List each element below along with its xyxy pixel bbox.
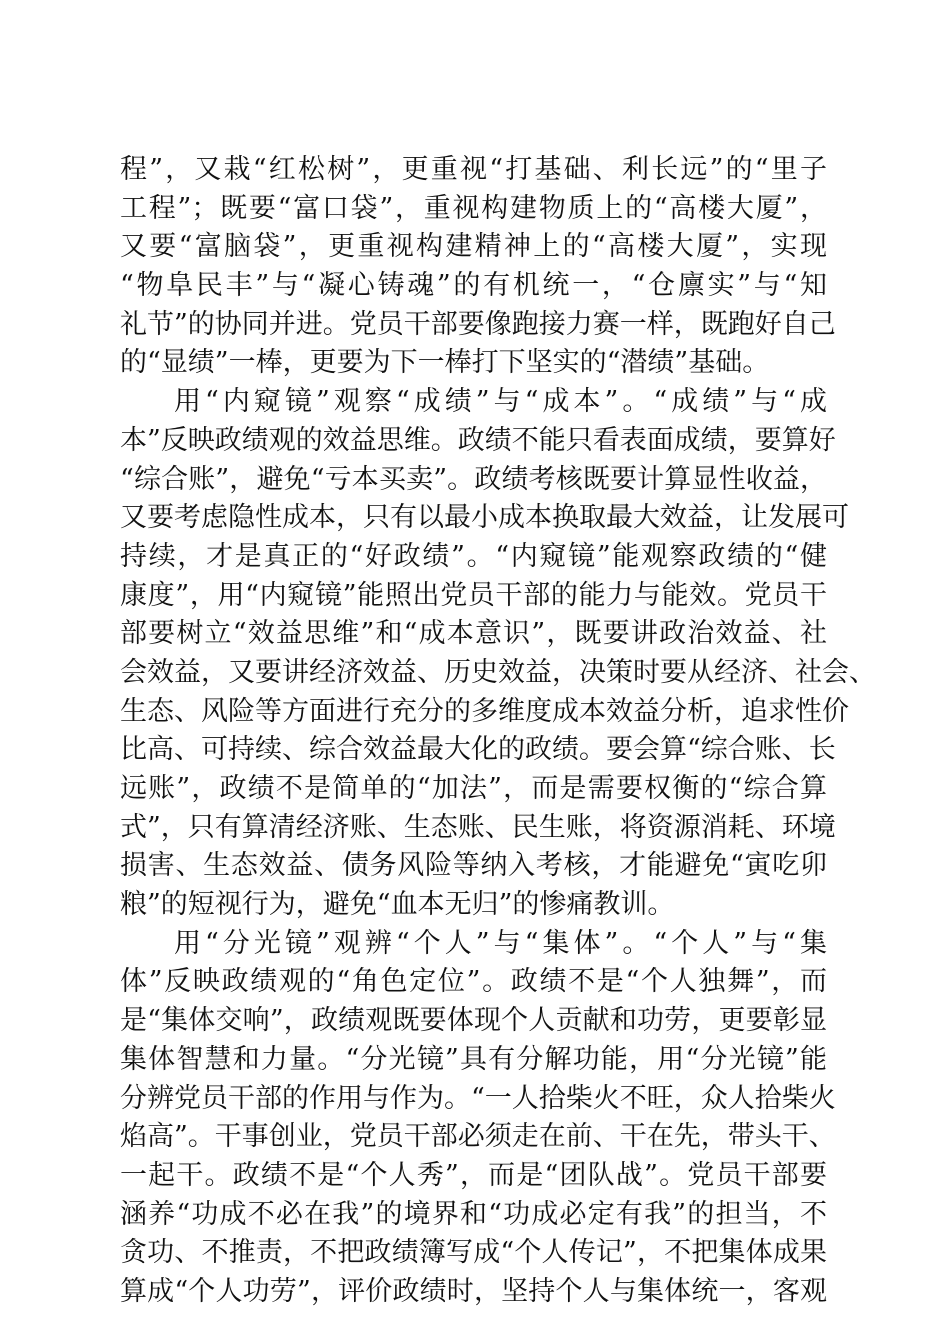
text-line: 焰高”。干事创业，党员干部必须走在前、干在先，带头干、 [120, 1121, 836, 1153]
text-line: 持续，才是真正的“好政绩”。“内窥镜”能观察政绩的“健 [120, 540, 827, 572]
text-line: 本”反映政绩观的效益思维。政绩不能只看表面成绩，要算好 [120, 424, 836, 456]
text-line: 贪功、不推责，不把政绩簿写成“个人传记”，不把集体成果 [120, 1237, 827, 1269]
text-line: 粮”的短视行为，避免“血本无归”的惨痛教训。 [120, 889, 675, 921]
text-line: 的“显绩”一棒，更要为下一棒打下坚实的“潜绩”基础。 [120, 347, 770, 379]
text-line: 损害、生态效益、债务风险等纳入考核，才能避免“寅吃卯 [120, 850, 827, 882]
text-line: 分辨党员干部的作用与作为。“一人拾柴火不旺，众人拾柴火 [120, 1082, 836, 1114]
paragraph-heading-line: 用“分光镜”观辨“个人”与“集体”。“个人”与“集 [174, 927, 827, 959]
text-line: 会效益，又要讲经济效益、历史效益，决策时要从经济、社会、 [120, 656, 876, 688]
paragraph-heading-line: 用“内窥镜”观察“成绩”与“成本”。“成绩”与“成 [174, 386, 827, 418]
text-line: 部要树立“效益思维”和“成本意识”，既要讲政治效益、社 [120, 618, 827, 650]
text-line: 远账”，政绩不是简单的“加法”，而是需要权衡的“综合算 [120, 773, 827, 804]
text-line: 算成“个人功劳”，评价政绩时，坚持个人与集体统一，客观 [120, 1275, 827, 1307]
text-line: 涵养“功成不必在我”的境界和“功成必定有我”的担当，不 [120, 1198, 827, 1230]
text-line: 程”，又栽“红松树”，更重视“打基础、利长远”的“里子 [120, 154, 827, 185]
text-line: 又要考虑隐性成本，只有以最小成本换取最大效益，让发展可 [120, 502, 849, 534]
text-line: 礼节”的协同并进。党员干部要像跑接力赛一样，既跑好自己 [120, 308, 836, 340]
text-line: 比高、可持续、综合效益最大化的政绩。要会算“综合账、长 [120, 734, 836, 766]
text-line: 生态、风险等方面进行充分的多维度成本效益分析，追求性价 [120, 695, 849, 727]
text-line: 又要“富脑袋”，更重视构建精神上的“高楼大厦”，实现 [120, 231, 827, 263]
text-line: 集体智慧和力量。“分光镜”具有分解功能，用“分光镜”能 [120, 1043, 827, 1075]
text-line: 一起干。政绩不是“个人秀”，而是“团队战”。党员干部要 [120, 1159, 827, 1191]
text-line: “综合账”，避免“亏本买卖”。政绩考核既要计算显性收益， [120, 463, 827, 495]
text-line: 式”，只有算清经济账、生态账、民生账，将资源消耗、环境 [120, 811, 836, 843]
text-line: 体”反映政绩观的“角色定位”。政绩不是“个人独舞”，而 [120, 966, 827, 998]
body-text [120, 151, 876, 1312]
text-line: 是“集体交响”，政绩观既要体现个人贡献和功劳，更要彰显 [120, 1005, 827, 1037]
text-line: 康度”，用“内窥镜”能照出党员干部的能力与能效。党员干 [120, 579, 827, 611]
text-line: “物阜民丰”与“凝心铸魂”的有机统一，“仓廪实”与“知 [120, 270, 827, 302]
text-line: 工程”；既要“富口袋”，重视构建物质上的“高楼大厦”， [120, 192, 827, 224]
